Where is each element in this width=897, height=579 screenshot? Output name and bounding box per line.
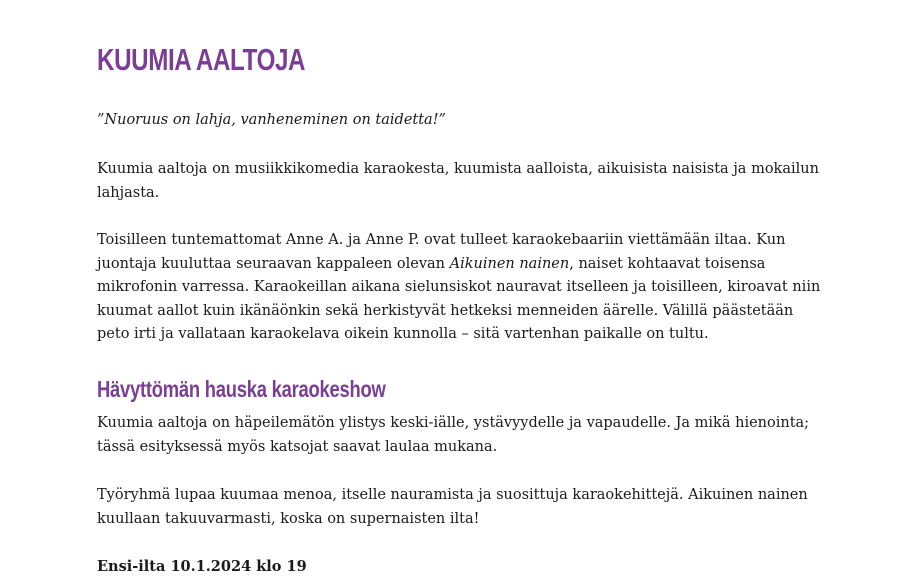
story-paragraph [97, 229, 827, 347]
premiere-date: Ensi-ilta 10.1.2024 klo 19 [97, 558, 307, 575]
story-text-after: , naiset kohtaavat toisensa mikrofonin varressa. Karaokeillan aikana sielunsiskot nauravat itselleen ja toisilleen, kiroavat niin kuumat aallot kuin ikänäönkin sekä herkistyvät hetkeksi menneiden äärelle. Välillä päästetään peto irti ja vallataan karaokelava oikein kunnolla – sitä vartenhan paikalle on tultu. [97, 255, 821, 342]
team-paragraph: Työryhmä lupaa kuumaa menoa, itselle nauramista ja suosittuja karaokehittejä. Aikuinen nainen kuullaan takuuvarmasti, koska on supernaisten ilta! [97, 487, 808, 527]
story-text-before: Toisilleen tuntemattomat Anne A. ja Anne P. ovat tulleet karaokebaariin viettämään iltaa. Kun juontaja kuuluttaa seuraavan kappaleen olevan [97, 232, 786, 272]
show-paragraph: Kuumia aaltoja on häpeilemätön ylistys keski-iälle, ystävyydelle ja vapaudelle. Ja mikä hienointa; tässä esityksessä myös katsojat saavat laulaa mukana. [97, 415, 810, 455]
page-title: KUUMIA AALTOJA [97, 42, 306, 77]
quote: ”Nuoruus on lahja, vanheneminen on taidetta!” [97, 112, 446, 128]
section-heading: Hävyttömän hauska karaokeshow [97, 376, 386, 402]
song-title: Aikuinen nainen [449, 255, 570, 272]
intro-paragraph: Kuumia aaltoja on musiikkikomedia karaokesta, kuumista aalloista, aikuisista naisista ja mokailun lahjasta. [97, 161, 819, 201]
